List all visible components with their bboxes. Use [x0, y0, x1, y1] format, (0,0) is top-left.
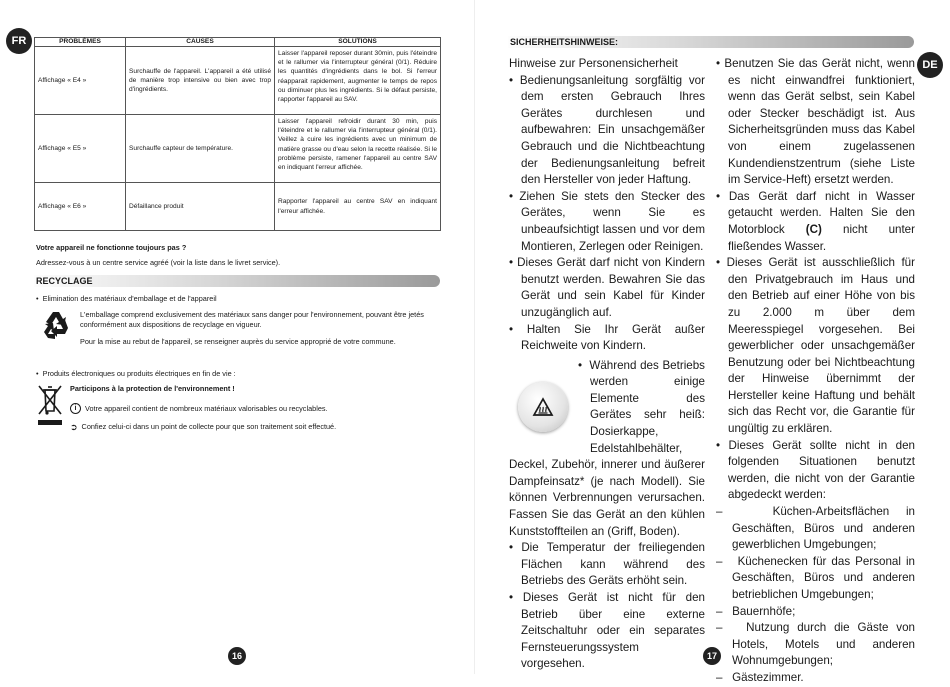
- page-number-16: 16: [228, 647, 246, 665]
- protect-environment-title: Participons à la protection de l'environnement !: [70, 384, 235, 393]
- troubleshooting-table: [34, 37, 441, 231]
- list-item: • Bedienungsanleitung sorgfältig vor dem ersten Gebrauch Ihres Gerätes durchlesen und aufbewahren: Ein unsachgemäßer Gebrauch und die Nichtbeachtung der Bedienungsanleitung befreit den Hersteller von jeder Haftung.: [509, 73, 705, 187]
- problem-cell: Affichage « E6 »: [35, 183, 126, 231]
- lang-badge-fr: FR: [6, 28, 32, 54]
- hot-surface-icon: [518, 382, 568, 432]
- list-item: • Halten Sie Ihr Gerät außer Reichweite von Kindern.: [509, 322, 706, 353]
- packaging-text: L'emballage comprend exclusivement des matériaux sans danger pour l'environnement, pouvant être jetés conformément aux dispositions de recyclage en vigueur.: [80, 310, 424, 329]
- motor-block-ref: (C): [805, 222, 822, 236]
- solution-cell: Laisser l'appareil refroidir durant 30 min, puis l'éteindre et le rallumer via l'interrupteur général (0/1). Veillez à cuire les ingrédients avec un minimum de matière grasse ou d'eau selon la recette réalisée. Si le problème persiste, ramener l'appareil au centre SAV en indiquant l'erreur affichée.: [275, 115, 441, 183]
- still-not-working-text: Adressez-vous à un centre service agréé (voir la liste dans le livret service).: [36, 258, 281, 267]
- safety-subtitle: Hinweise zur Personensicherheit: [509, 57, 678, 70]
- hot-surface-icon-holder: [509, 358, 577, 458]
- list-item: • Benutzen Sie das Gerät nicht, wenn es nicht einwandfrei funktioniert, wenn das Gerät selbst, sein Kabel oder Stecker beschädigt ist. Aus Sicherheitsgründen muss das Kabel von einem zugelassenen Kundendienstzentrum (siehe Liste im Service-Heft) ersetzt werden.: [716, 57, 915, 187]
- safety-section-title: SICHERHEITSHINWEISE:: [510, 37, 619, 47]
- table-row: [35, 47, 441, 115]
- list-item: • Ziehen Sie stets den Stecker des Gerätes, wenn Sie es unbeaufsichtigt lassen und vor dem Montieren, Zerlegen oder Reinigen.: [509, 189, 706, 253]
- bullet-2-text: Produits électroniques ou produits électriques en fin de vie :: [42, 369, 236, 378]
- dash-item: – Bauernhöfe;: [716, 604, 796, 618]
- hot-surface-block: [509, 358, 705, 458]
- arrow-right-icon: ➲: [70, 422, 78, 432]
- header-problems: PROBLÈMES: [35, 38, 126, 47]
- list-item: • Die Temperatur der freiliegenden Flächen kann während des Betriebs des Geräts erhöht sein.: [509, 541, 706, 588]
- info-line-text: Votre appareil contient de nombreux matériaux valorisables ou recyclables.: [85, 403, 328, 413]
- list-item: • Das Gerät darf nicht in Wasser getaucht werden. Halten Sie den Motorblock (C) nicht unter fließendes Wasser.: [716, 189, 915, 253]
- collect-line: [70, 422, 336, 432]
- cause-cell: Surchauffe capteur de température.: [126, 115, 275, 183]
- list-item: • Dieses Gerät darf nicht von Kindern benutzt werden. Bewahren Sie das Gerät und sein Kabel für Kinder unzugänglich auf.: [509, 256, 705, 319]
- problem-cell: Affichage « E5 »: [35, 115, 126, 183]
- bullet-dot: •: [36, 369, 43, 378]
- list-item: • Dieses Gerät sollte nicht in den folgenden Situationen benutzt werden, die nicht von der Garantie abgedeckt werden:: [716, 438, 916, 502]
- list-item: • Dieses Gerät ist nicht für den Betrieb über eine externe Zeitschaltuhr oder ein separates Fernsteuerungssystem vorgesehen.: [509, 591, 706, 671]
- recycling-bullet-2: [36, 369, 236, 379]
- problem-cell: Affichage « E4 »: [35, 47, 126, 115]
- recycle-icon: [40, 309, 72, 341]
- table-header-row: [35, 38, 441, 47]
- disposal-text: Pour la mise au rebut de l'appareil, se renseigner auprès du service approprié de votre commune.: [80, 337, 396, 346]
- crossed-bin-icon: [36, 384, 64, 426]
- cause-cell: Surchauffe de l'appareil. L'appareil a été utilisé de manière trop intensive ou bien avec trop d'ingrédients.: [126, 47, 275, 115]
- collect-line-text: Confiez celui-ci dans un point de collecte pour que son traitement soit effectué.: [81, 422, 337, 431]
- table-row: [35, 183, 441, 231]
- recycling-title: RECYCLAGE: [36, 276, 93, 286]
- safety-column-2: [716, 56, 915, 687]
- dash-item: – Küchenecken für das Personal in Geschäften, Büros und anderen betrieblichen Umgebungen;: [716, 554, 915, 601]
- page-number-17: 17: [703, 647, 721, 665]
- list-item: • Dieses Gerät ist ausschließlich für den Privatgebrauch im Haus und den Betrieb auf einer Höhe von bis zu 2.000 m über dem Meeresspiegel vorgesehen. Bei gewerblicher oder unsachgemäßer Benutzung oder bei Nichtbeachtung der Hinweise übernimmt der Hersteller keine Haftung und behält sich das Recht vor, die Garantie für ungültig zu erklären.: [716, 256, 915, 436]
- dash-item: – Nutzung durch die Gäste von Hotels, Motels und anderen Wohnumgebungen;: [716, 621, 915, 668]
- header-causes: CAUSES: [126, 38, 275, 47]
- solution-cell: Laisser l'appareil reposer durant 30min, puis l'éteindre et le rallumer via l'interrupteur général (0/1). Réduire les quantités d'ingrédients dans le bol. Si l'erreur réapparait rapidement, augmenter le temps de repos ou diminuer plus les ingrédients. Si le défaut persiste, rapporter l'appareil au SAV.: [275, 47, 441, 115]
- recycling-bullet-1: [36, 294, 217, 304]
- right-page: [475, 0, 950, 684]
- table-row: [35, 115, 441, 183]
- info-icon: i: [70, 403, 81, 414]
- recycling-section-bar: [34, 275, 440, 287]
- cause-cell: Défaillance produit: [126, 183, 275, 231]
- bullet-dot: •: [36, 294, 43, 303]
- left-page: [0, 0, 475, 674]
- lang-badge-de: DE: [917, 52, 943, 78]
- bullet-1-text: Elimination des matériaux d'emballage et de l'appareil: [42, 294, 217, 303]
- still-not-working-title: Votre appareil ne fonctionne toujours pas ?: [36, 243, 187, 252]
- safety-column-1: [509, 56, 705, 673]
- solution-cell: Rapporter l'appareil au centre SAV en indiquant l'erreur affichée.: [275, 183, 441, 231]
- info-line: [70, 403, 328, 414]
- hot-bullet-part-2: Deckel, Zubehör, innerer und äußerer Dampfeinsatz* (je nach Modell). Sie können Verbrennungen verursachen. Fassen Sie das Gerät an den kühlen Kunststoffteilen an (Griff, Boden).: [509, 458, 705, 538]
- dash-item: – Küchen-Arbeitsflächen in Geschäften, Büros und anderen gewerblichen Umgebungen;: [716, 505, 915, 552]
- dash-item: – Gästezimmer.: [716, 670, 804, 684]
- hot-bullet-part-1: • Während des Betriebs werden einige Elemente des Gerätes sehr heiß: Dosierkappe, Edelstahlbehälter,: [578, 358, 705, 455]
- header-solutions: SOLUTIONS: [275, 38, 441, 47]
